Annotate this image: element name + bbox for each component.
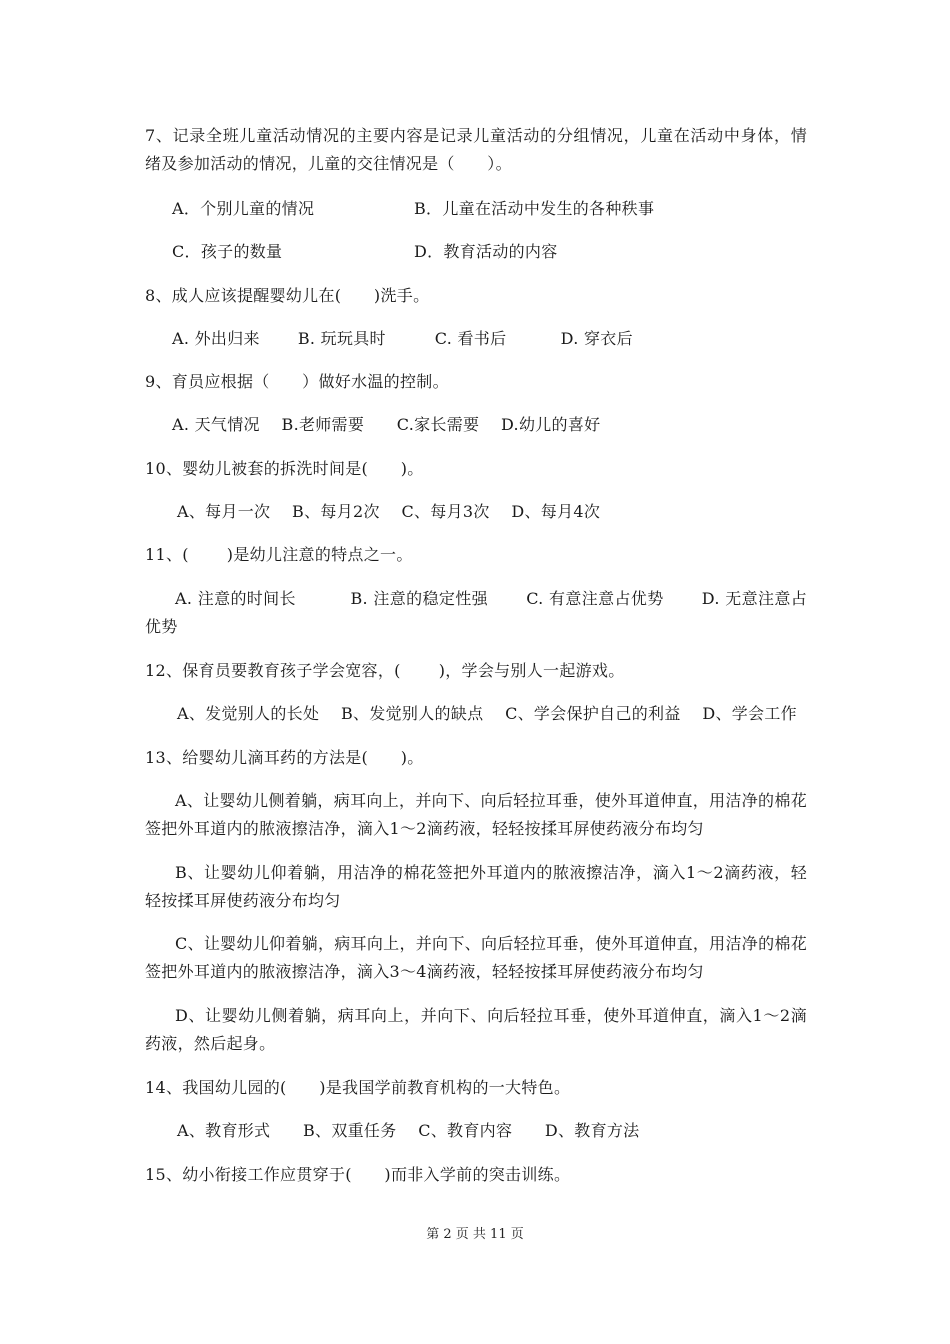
question-14-stem: 14、我国幼儿园的( )是我国学前教育机构的一大特色。 [145, 1078, 571, 1097]
question-14-options: A、教育形式 B、双重任务 C、教育内容 D、教育方法 [177, 1121, 640, 1140]
question-10-options: A、每月一次 B、每月2次 C、每月3次 D、每月4次 [177, 502, 601, 521]
question-15-stem: 15、幼小衔接工作应贯穿于( )而非入学前的突击训练。 [145, 1165, 571, 1184]
question-7-option-b: B．儿童在活动中发生的各种秩事 [414, 199, 655, 218]
question-11-options: A. 注意的时间长 B. 注意的稳定性强 C. 有意注意占优势 D. 无意注意占优势 [145, 589, 807, 636]
question-13-option-a: A、让婴幼儿侧着躺，病耳向上，并向下、向后轻拉耳垂，使外耳道伸直，用洁净的棉花签把外耳道内的脓液擦洁净，滴入1～2滴药液，轻轻按揉耳屏使药液分布均匀 [145, 791, 807, 838]
question-9-stem: 9、育员应根据（ ）做好水温的控制。 [145, 372, 449, 391]
question-13-option-d: D、让婴幼儿侧着躺，病耳向上，并向下、向后轻拉耳垂，使外耳道伸直，滴入1～2滴药液，然后起身。 [145, 1006, 807, 1053]
question-7-option-a: A．个别儿童的情况 [172, 199, 315, 218]
question-13-stem: 13、给婴幼儿滴耳药的方法是( )。 [145, 748, 424, 767]
question-13-option-c: C、让婴幼儿仰着躺，病耳向上，并向下、向后轻拉耳垂，使外耳道伸直，用洁净的棉花签把外耳道内的脓液擦洁净，滴入3～4滴药液，轻轻按揉耳屏使药液分布均匀 [145, 934, 807, 981]
question-7-stem: 7、记录全班儿童活动情况的主要内容是记录儿童活动的分组情况，儿童在活动中身体，情绪及参加活动的情况，儿童的交往情况是（ ）。 [145, 126, 807, 173]
question-13-option-b: B、让婴幼儿仰着躺，用洁净的棉花签把外耳道内的脓液擦洁净，滴入1～2滴药液，轻轻按揉耳屏使药液分布均匀 [145, 863, 807, 910]
question-10-stem: 10、婴幼儿被套的拆洗时间是( )。 [145, 459, 424, 478]
page-footer: 第 2 页 共 11 页 [426, 1227, 524, 1242]
question-12-stem: 12、保育员要教育孩子学会宽容，( )，学会与别人一起游戏。 [145, 661, 625, 680]
question-9-options: A. 天气情况 B.老师需要 C.家长需要 D.幼儿的喜好 [172, 415, 601, 434]
question-12-options: A、发觉别人的长处 B、发觉别人的缺点 C、学会保护自己的利益 D、学会工作 [177, 704, 797, 723]
question-7-option-d: D．教育活动的内容 [414, 242, 558, 261]
question-8-options: A. 外出归来 B. 玩玩具时 C. 看书后 D. 穿衣后 [172, 329, 633, 348]
question-7-option-c: C．孩子的数量 [172, 242, 283, 261]
question-11-stem: 11、( )是幼儿注意的特点之一。 [145, 545, 413, 564]
question-8-stem: 8、成人应该提醒婴幼儿在( )洗手。 [145, 286, 430, 305]
